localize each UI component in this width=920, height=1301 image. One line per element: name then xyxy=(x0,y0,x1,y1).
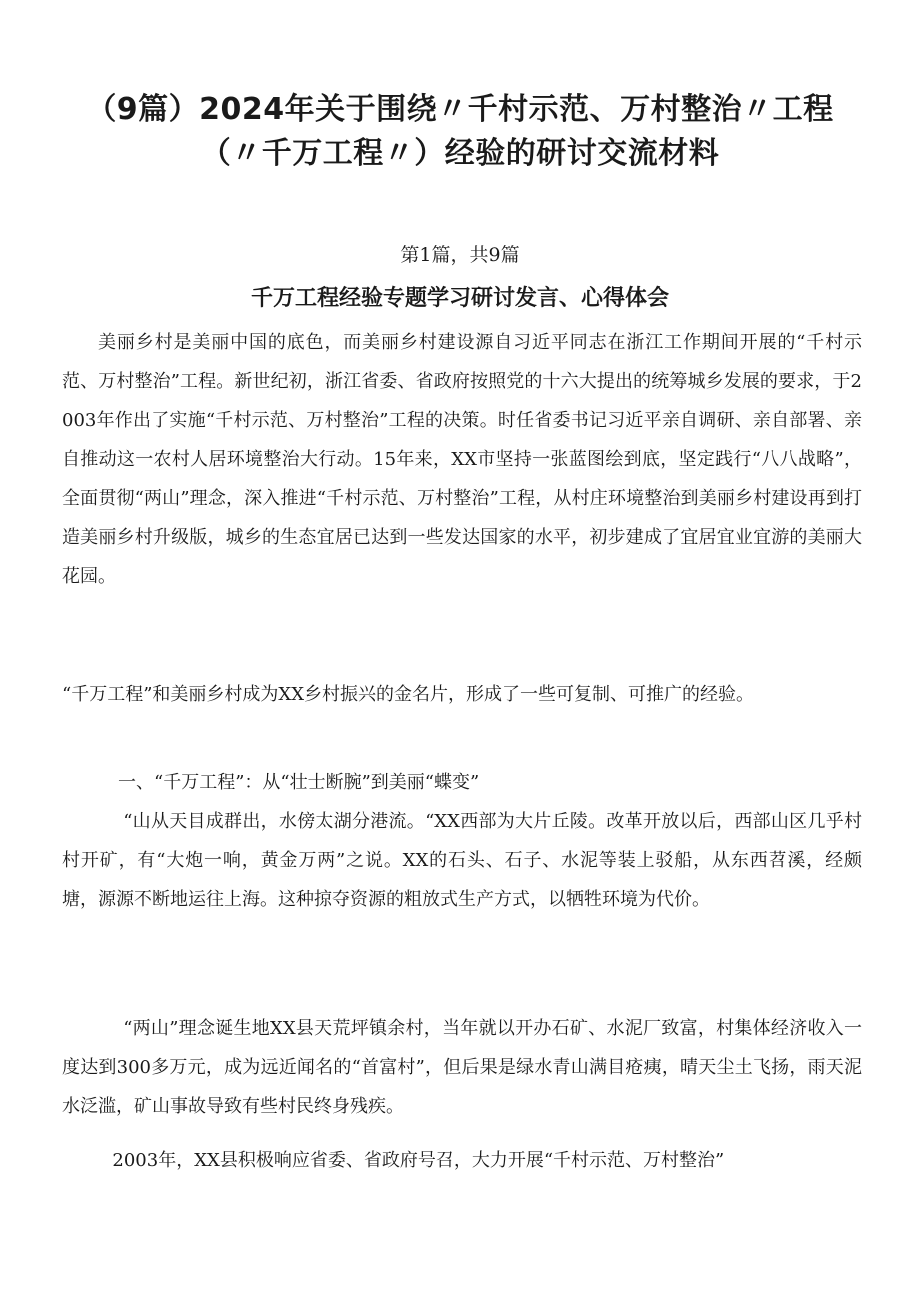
document-title-line-2: （〃千万工程〃）经验的研讨交流材料 xyxy=(200,136,720,171)
body-paragraph-2003: 2003年，XX县积极响应省委、省政府号召，大力开展“千村示范、万村整治” xyxy=(112,1150,725,1171)
document-title-line-1: （9篇）2024年关于围绕〃千村示范、万村整治〃工程 xyxy=(86,92,834,127)
body-paragraph-yucun: “两山”理念诞生地XX县天荒坪镇余村，当年就以开办石矿、水泥厂致富，村集体经济收入一度达到300多万元，成为远近闻名的“首富村”，但后果是绿水青山满目疮痍，晴天尘土飞扬，雨天泥水泛滥，矿山事故导致有些村民终身残疾。 xyxy=(62,1018,862,1117)
section-title: 千万工程经验专题学习研讨发言、心得体会 xyxy=(250,286,669,311)
body-paragraph-intro: 美丽乡村是美丽中国的底色，而美丽乡村建设源自习近平同志在浙江工作期间开展的“千村示范、万村整治”工程。新世纪初，浙江省委、省政府按照党的十六大提出的统筹城乡发展的要求，于2003年作出了实施“千村示范、万村整治”工程的决策。时任省委书记习近平亲自调研、亲自部署、亲自推动这一农村人居环境整治大行动。15年来，XX市坚持一张蓝图绘到底，坚定践行“八八战略”，全面贯彻“两山”理念，深入推进“千村示范、万村整治”工程，从村庄环境整治到美丽乡村建设再到打造美丽乡村升级版，城乡的生态宜居已达到一些发达国家的水平，初步建成了宜居宜业宜游的美丽大花园。 xyxy=(62,332,862,587)
section-heading-one: 一、“千万工程”：从“壮士断腕”到美丽“蝶变” xyxy=(118,772,480,793)
part-indicator: 第1篇，共9篇 xyxy=(400,244,520,266)
body-paragraph-mining: “山从天目成群出，水傍太湖分港流。“XX西部为大片丘陵。改革开放以后，西部山区几乎村村开矿，有“大炮一响，黄金万两”之说。XX的石头、石子、水泥等装上驳船，从东西苕溪，经颇塘，源源不断地运往上海。这种掠夺资源的粗放式生产方式，以牺牲环境为代价。 xyxy=(62,811,862,910)
body-paragraph-summary: “千万工程”和美丽乡村成为XX乡村振兴的金名片，形成了一些可复制、可推广的经验。 xyxy=(62,684,755,705)
